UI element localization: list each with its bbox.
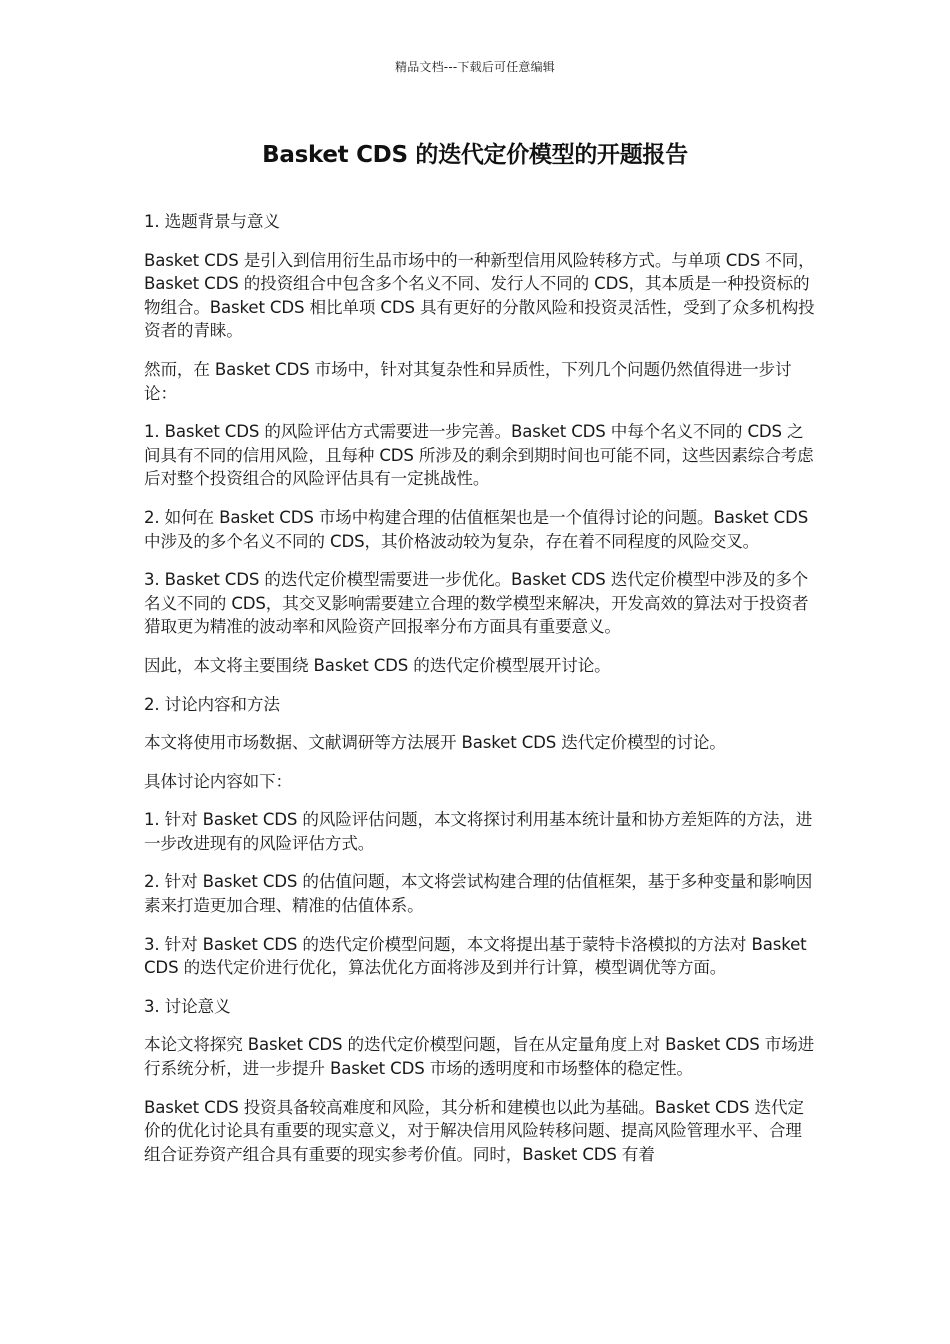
header-note: 精品文档---下载后可任意编辑	[395, 60, 555, 74]
list-item-issue-3: 3. Basket CDS 的迭代定价模型需要进一步优化。Basket CDS 迭代定价模型中涉及的多个名义不同的 CDS，其交叉影响需要建立合理的数学模型来解决，开发高效的算法对于投资者猎取更为精准的波动率和风险资产回报率分布方面具有重要意义。	[144, 570, 809, 637]
paragraph-significance-1: 本论文将探究 Basket CDS 的迭代定价模型问题，旨在从定量角度上对 Basket CDS 市场进行系统分析，进一步提升 Basket CDS 市场的透明度和市场整体的稳定性。	[144, 1035, 815, 1079]
paragraph-content-lead: 具体讨论内容如下：	[144, 771, 292, 791]
section-heading-methods: 2. 讨论内容和方法	[144, 694, 280, 714]
list-item-issue-2: 2. 如何在 Basket CDS 市场中构建合理的估值框架也是一个值得讨论的问题。Basket CDS 中涉及的多个名义不同的 CDS，其价格波动较为复杂，存在着不同程度的风险交叉。	[144, 507, 809, 551]
document-body	[144, 210, 816, 1181]
paragraph-intro: Basket CDS 是引入到信用衍生品市场中的一种新型信用风险转移方式。与单项 CDS 不同，Basket CDS 的投资组合中包含多个名义不同、发行人不同的 CDS，其本质是一种投资标的物组合。Basket CDS 相比单项 CDS 具有更好的分散风险和投资灵活性，受到了众多机构投资者的青睐。	[144, 250, 815, 341]
paragraph-conclusion: 因此，本文将主要围绕 Basket CDS 的迭代定价模型展开讨论。	[144, 655, 611, 675]
list-item-content-3: 3. 针对 Basket CDS 的迭代定价模型问题，本文将提出基于蒙特卡洛模拟的方法对 Basket CDS 的迭代定价进行优化，算法优化方面将涉及到并行计算，模型调优等方面。	[144, 934, 807, 978]
section-heading-background: 1. 选题背景与意义	[144, 212, 280, 231]
paragraph-methods: 本文将使用市场数据、文献调研等方法展开 Basket CDS 迭代定价模型的讨论。	[144, 733, 726, 753]
list-item-content-1: 1. 针对 Basket CDS 的风险评估问题，本文将探讨利用基本统计量和协方差矩阵的方法，进一步改进现有的风险评估方式。	[144, 810, 813, 853]
list-item-content-2: 2. 针对 Basket CDS 的估值问题，本文将尝试构建合理的估值框架，基于多种变量和影响因素来打造更加合理、精准的估值体系。	[144, 872, 813, 916]
paragraph-significance-2: Basket CDS 投资具备较高难度和风险，其分析和建模也以此为基础。Basket CDS 迭代定价的优化讨论具有重要的现实意义，对于解决信用风险转移问题、提高风险管理水平、合理组合证券资产组合具有重要的现实参考价值。同时，Basket CDS 有着	[144, 1097, 804, 1164]
paragraph-issues-lead: 然而，在 Basket CDS 市场中，针对其复杂性和异质性，下列几个问题仍然值得进一步讨论：	[144, 359, 792, 403]
section-heading-significance: 3. 讨论意义	[144, 996, 231, 1016]
list-item-issue-1: 1. Basket CDS 的风险评估方式需要进一步完善。Basket CDS 中每个名义不同的 CDS 之间具有不同的信用风险，且每种 CDS 所涉及的剩余到期时间也可能不同，这些因素综合考虑后对整个投资组合的风险评估具有一定挑战性。	[144, 422, 814, 489]
document-title: Basket CDS 的迭代定价模型的开题报告	[262, 142, 688, 168]
